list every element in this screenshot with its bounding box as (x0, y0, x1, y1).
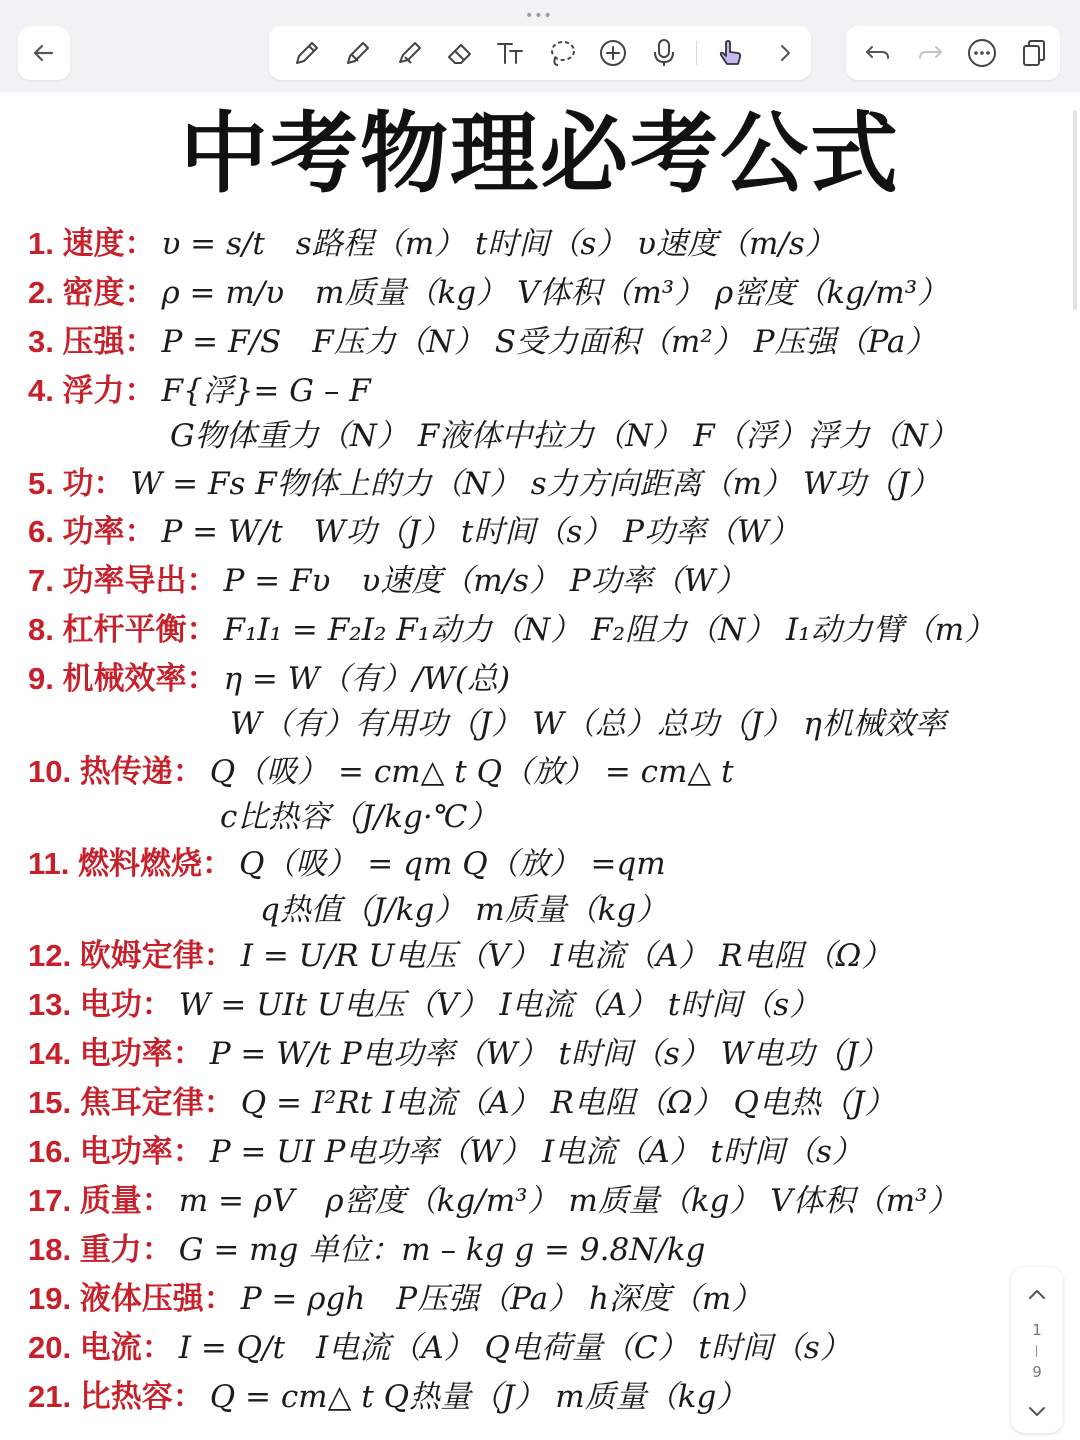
formula-label: 15. 焦耳定律： (28, 1085, 235, 1120)
formula-row (28, 1377, 747, 1417)
formula-continuation: q热值（J/kg） m质量（kg） (260, 892, 668, 928)
formula-row (28, 985, 820, 1025)
formula-text: F₁I₁ = F₂I₂ F₁动力（N） F₂阻力（N） I₁动力臂（m） (223, 612, 996, 648)
eraser-icon[interactable] (442, 35, 478, 71)
formula-row (28, 224, 836, 264)
formula-text: F{浮}= G – F (161, 373, 371, 409)
lasso-icon[interactable] (544, 35, 580, 71)
formula-label: 17. 质量： (28, 1183, 173, 1218)
page-down-button[interactable] (1025, 1399, 1049, 1423)
formula-label: 14. 电功率： (28, 1036, 204, 1071)
microphone-icon[interactable] (646, 35, 682, 71)
formula-label: 2. 密度： (28, 275, 156, 310)
page-navigator (1011, 1267, 1063, 1433)
formula-text: W = UIt U电压（V） I电流（A） t时间（s） (178, 987, 821, 1023)
pages-icon[interactable] (1016, 35, 1052, 71)
formula-text: P = ρgh P压强（Pa） h深度（m） (240, 1281, 763, 1317)
current-page: 1 (1032, 1321, 1042, 1339)
formula-label: 9. 机械效率： (28, 661, 218, 696)
back-button[interactable] (18, 26, 70, 80)
formula-row (28, 659, 510, 699)
page-title: 中考物理必考公式 (179, 102, 900, 205)
add-icon[interactable] (595, 35, 631, 71)
chevron-down-icon (1025, 1399, 1049, 1423)
document-actions (846, 26, 1060, 80)
note-page (0, 92, 1080, 1440)
formula-text: Q（吸） = cm△ t Q（放） = cm△ t (209, 754, 734, 790)
formula-row (28, 844, 666, 884)
formula-text: m = ρV ρ密度（kg/m³） m质量（kg） V体积（m³） (178, 1183, 959, 1219)
formula-text: P = UI P电功率（W） I电流（A） t时间（s） (209, 1134, 863, 1170)
formula-label: 3. 压强： (28, 324, 156, 359)
formula-row (28, 1034, 889, 1074)
page-up-button[interactable] (1025, 1283, 1049, 1307)
formula-row (28, 1132, 863, 1172)
formula-text: ρ = m/υ m质量（kg） V体积（m³） ρ密度（kg/m³） (161, 275, 949, 311)
formula-label: 18. 重力： (28, 1232, 173, 1267)
formula-text: Q = I²Rt I电流（A） R电阻（Ω） Q电热（J） (240, 1085, 896, 1121)
formula-text: P = Fυ υ速度（m/s） P功率（W） (223, 563, 747, 599)
formula-row (28, 752, 734, 792)
undo-icon[interactable] (860, 35, 896, 71)
text-icon[interactable] (493, 35, 529, 71)
formula-label: 13. 电功： (28, 987, 173, 1022)
more-icon[interactable] (964, 35, 1000, 71)
pen-icon[interactable] (289, 35, 325, 71)
formula-text: P = W/t W功（J） t时间（s） P功率（W） (161, 514, 800, 550)
formula-continuation: c比热容（J/kg·℃） (220, 799, 499, 835)
formula-row (28, 273, 948, 313)
drawing-tools (269, 26, 811, 80)
formula-label: 4. 浮力： (28, 373, 156, 408)
formula-label: 8. 杠杆平衡： (28, 612, 218, 647)
formula-row (28, 610, 995, 650)
formula-label: 11. 燃料燃烧： (28, 846, 233, 881)
formula-continuation: G物体重力（N） F液体中拉力（N） F（浮）浮力（N） (170, 418, 959, 454)
formula-row (28, 936, 892, 976)
formula-text: G = mg 单位：m – kg g = 9.8N/kg (178, 1232, 706, 1268)
formula-row (28, 1279, 762, 1319)
back-arrow-icon (26, 35, 62, 71)
formula-continuation: W（有）有用功（J） W（总）总功（J） η机械效率 (230, 706, 946, 742)
formula-row (28, 1328, 851, 1368)
formula-label: 20. 电流： (28, 1330, 173, 1365)
page-separator (1036, 1345, 1037, 1357)
formula-label: 10. 热传递： (28, 754, 204, 789)
formula-text: Q = cm△ t Q热量（J） m质量（kg） (209, 1379, 748, 1415)
formula-row (28, 1181, 958, 1221)
window-grip[interactable]: ••• (525, 8, 553, 24)
chevron-up-icon (1025, 1283, 1049, 1307)
formula-label: 16. 电功率： (28, 1134, 204, 1169)
formula-text: I = U/R U电压（V） I电流（A） R电阻（Ω） (240, 938, 893, 974)
formula-row (28, 1230, 705, 1270)
formula-label: 12. 欧姆定律： (28, 938, 235, 973)
total-pages: 9 (1032, 1363, 1042, 1381)
formula-text: P = W/t P电功率（W） t时间（s） W电功（J） (209, 1036, 889, 1072)
formula-label: 5. 功： (28, 466, 125, 501)
formula-text: η = W（有）/W(总) (223, 661, 511, 697)
formula-text: Q（吸） = qm Q（放） =qm (239, 846, 666, 882)
formula-row (28, 561, 747, 601)
formula-label: 1. 速度： (28, 226, 156, 261)
toolbar-divider (696, 41, 697, 65)
top-toolbar (0, 0, 1080, 92)
formula-text: υ = s/t s路程（m） t时间（s） υ速度（m/s） (161, 226, 836, 262)
formula-text: P = F/S F压力（N） S受力面积（m²） P压强（Pa） (161, 324, 937, 360)
formula-row (28, 371, 371, 411)
formula-label: 6. 功率： (28, 514, 156, 549)
formula-label: 21. 比热容： (28, 1379, 204, 1414)
highlighter-icon[interactable] (391, 35, 427, 71)
touch-icon[interactable] (712, 35, 748, 71)
formula-label: 19. 液体压强： (28, 1281, 235, 1316)
formula-row (28, 322, 936, 362)
formula-text: W = Fs F物体上的力（N） s力方向距离（m） W功（J） (130, 466, 941, 502)
formula-text: I = Q/t I电流（A） Q电荷量（C） t时间（s） (178, 1330, 851, 1366)
pencil-icon[interactable] (340, 35, 376, 71)
formula-row (28, 512, 800, 552)
redo-icon[interactable] (912, 35, 948, 71)
formula-label: 7. 功率导出： (28, 563, 218, 598)
formula-row (28, 464, 940, 504)
formula-row (28, 1083, 895, 1123)
chevron-right-icon[interactable] (767, 35, 803, 71)
